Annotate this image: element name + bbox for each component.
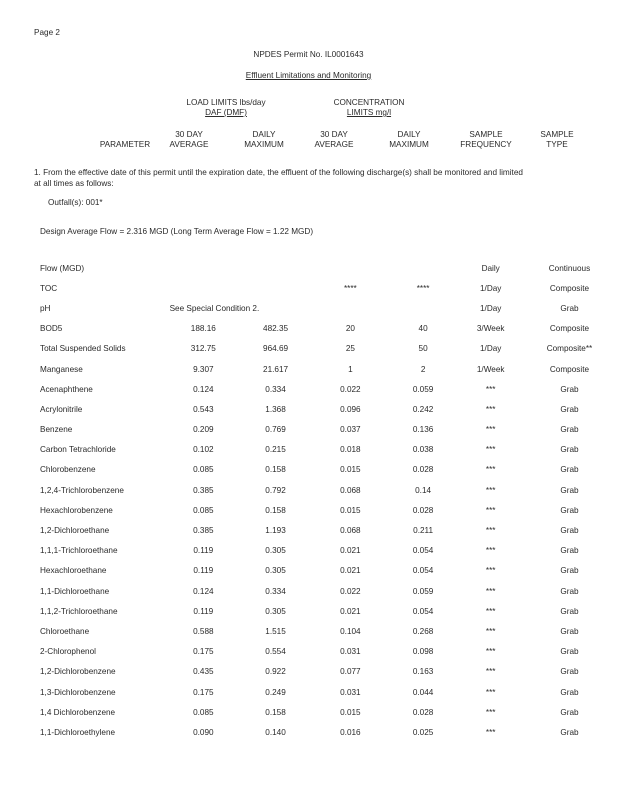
parameter-cell: Acenaphthene (40, 384, 93, 394)
conc-max-cell: 0.028 (412, 465, 434, 475)
load-avg-cell: 0.435 (193, 667, 214, 677)
frequency-cell: *** (485, 707, 496, 717)
sample-type-cell: Grab (560, 404, 579, 414)
sample-type-cell: Grab (560, 566, 579, 576)
conc-avg-cell: 0.021 (340, 606, 361, 616)
frequency-cell: *** (485, 667, 496, 677)
frequency-cell: 1/Week (476, 364, 505, 374)
load-max-cell: 0.140 (265, 727, 286, 737)
table-row (40, 319, 617, 339)
conc-max-cell: 0.028 (412, 505, 434, 515)
load-avg-cell: 0.119 (193, 546, 214, 556)
conc-avg-cell: 0.022 (340, 586, 361, 596)
load-avg-cell: 0.085 (193, 707, 214, 717)
conc-avg-cell: 0.037 (340, 425, 361, 435)
conc-max-cell (387, 298, 460, 318)
load-max-cell: 0.305 (265, 566, 286, 576)
parameter-cell: Flow (MGD) (40, 263, 85, 273)
frequency-cell: *** (485, 586, 496, 596)
load-avg-cell: 0.124 (193, 586, 214, 596)
outfall-label: Outfall(s): 001* (48, 198, 103, 207)
col-parameter: PARAMETER (99, 140, 151, 149)
parameter-cell: 1,1,1-Trichloroethane (40, 546, 118, 556)
conc-max-cell: 2 (420, 364, 426, 374)
sample-type-cell: Grab (560, 303, 579, 313)
frequency-cell: 1/Day (479, 303, 502, 313)
concentration-sublabel: LIMITS mg/l (346, 108, 392, 117)
conc-avg-cell: 0.018 (340, 445, 361, 455)
col-conc-avg-line2: AVERAGE (314, 140, 354, 149)
design-flow: Design Average Flow = 2.316 MGD (Long Term Average Flow = 1.22 MGD) (40, 227, 314, 236)
col-frequency-line2: FREQUENCY (460, 140, 512, 149)
load-avg-cell (170, 278, 238, 298)
sample-type-cell: Composite (549, 364, 590, 374)
load-avg-cell: 188.16 (190, 324, 216, 334)
parameter-cell: Acrylonitrile (40, 404, 83, 414)
table-row (40, 399, 617, 419)
sample-type-cell: Grab (560, 707, 579, 717)
col-load-max (224, 130, 304, 150)
effluent-table-body (40, 258, 617, 743)
load-max-cell: 0.305 (265, 606, 286, 616)
load-avg-cell: 0.588 (193, 626, 214, 636)
conc-avg-cell: 0.015 (340, 707, 361, 717)
frequency-cell: *** (485, 546, 496, 556)
conc-avg-cell: 0.022 (340, 384, 361, 394)
sample-type-cell: Grab (560, 647, 579, 657)
table-row (40, 662, 617, 682)
conc-max-cell: 40 (418, 324, 428, 334)
table-row (40, 642, 617, 662)
table-row (40, 621, 617, 641)
load-avg-cell (170, 258, 238, 278)
col-load-avg-line2: AVERAGE (169, 140, 209, 149)
table-row (40, 682, 617, 702)
conc-max-cell: 0.028 (412, 707, 434, 717)
conc-max-cell: 0.242 (412, 404, 434, 414)
parameter-cell: pH (40, 303, 51, 313)
table-row (40, 480, 617, 500)
frequency-cell: 1/Day (479, 344, 502, 354)
table-row (40, 258, 617, 278)
load-avg-cell: 0.385 (193, 485, 214, 495)
parameter-cell: 1,2,4-Trichlorobenzene (40, 485, 124, 495)
conc-max-cell: 0.14 (415, 485, 432, 495)
frequency-cell: *** (485, 465, 496, 475)
concentration-label: CONCENTRATION (333, 98, 405, 107)
load-avg-cell: 9.307 (193, 364, 214, 374)
table-row (40, 722, 617, 742)
conc-max-cell: 0.054 (412, 566, 434, 576)
load-max-cell: 1.515 (265, 626, 286, 636)
load-max-cell: 0.158 (265, 465, 286, 475)
sample-type-cell: Grab (560, 546, 579, 556)
sample-type-cell: Grab (560, 667, 579, 677)
frequency-cell: *** (485, 404, 496, 414)
parameter-cell: Carbon Tetrachloride (40, 445, 116, 455)
conc-max-cell: 0.038 (412, 445, 434, 455)
frequency-cell: *** (485, 606, 496, 616)
load-limits-header (166, 98, 286, 118)
parameter-cell: 1,3-Dichlorobenzene (40, 687, 116, 697)
table-row (40, 298, 617, 318)
conc-avg-cell: 0.015 (340, 505, 361, 515)
load-avg-cell: 0.175 (193, 647, 214, 657)
col-conc-max-line1: DAILY (397, 130, 421, 139)
effluent-table (40, 258, 617, 743)
conc-avg-cell: 0.031 (340, 647, 361, 657)
table-row (40, 379, 617, 399)
col-load-avg (154, 130, 224, 150)
conc-avg-cell: 0.068 (340, 526, 361, 536)
conc-max-cell: 0.211 (413, 526, 434, 536)
conc-max-cell: 0.044 (412, 687, 434, 697)
conc-max-cell: 0.268 (412, 626, 434, 636)
frequency-cell: 3/Week (476, 324, 505, 334)
col-conc-avg-line1: 30 DAY (320, 130, 348, 139)
load-avg-cell: 0.543 (193, 404, 214, 414)
load-max-cell: 0.769 (265, 425, 286, 435)
conc-avg-cell: 25 (345, 344, 355, 354)
parameter-cell: 1,2-Dichloroethane (40, 526, 110, 536)
load-max-cell (237, 278, 314, 298)
frequency-cell: *** (485, 505, 496, 515)
conc-avg-cell (314, 258, 387, 278)
permit-title: NPDES Permit No. IL0001643 (253, 50, 364, 59)
col-load-max-line1: DAILY (252, 130, 276, 139)
load-avg-cell: 0.085 (193, 465, 214, 475)
conc-max-cell: 0.136 (412, 425, 434, 435)
col-type-line1: SAMPLE (540, 130, 574, 139)
parameter-cell: 2-Chlorophenol (40, 647, 96, 657)
sample-type-cell: Grab (560, 606, 579, 616)
conc-max-cell: 0.163 (412, 667, 434, 677)
load-max-cell: 0.334 (265, 586, 286, 596)
parameter-cell: Hexachlorobenzene (40, 505, 113, 515)
frequency-cell: *** (485, 526, 496, 536)
sample-type-cell: Grab (560, 465, 579, 475)
conc-avg-cell (314, 298, 387, 318)
load-avg-cell: 0.119 (193, 606, 214, 616)
table-row (40, 278, 617, 298)
sample-type-cell: Grab (560, 526, 579, 536)
parameter-cell: TOC (40, 283, 58, 293)
load-avg-cell: 0.385 (193, 526, 214, 536)
conc-max-cell: 0.059 (412, 384, 434, 394)
conc-avg-cell: 0.021 (340, 566, 361, 576)
parameter-cell: 1,4 Dichlorobenzene (40, 707, 116, 717)
load-max-cell: 0.554 (265, 647, 286, 657)
conc-avg-cell: 0.104 (340, 626, 361, 636)
sample-type-cell: Grab (560, 687, 579, 697)
parameter-cell: 1,1-Dichloroethylene (40, 727, 116, 737)
load-avg-cell: 0.119 (193, 566, 214, 576)
conc-avg-cell: 0.015 (340, 465, 361, 475)
parameter-cell: Chloroethane (40, 626, 90, 636)
frequency-cell: *** (485, 425, 496, 435)
sample-type-cell: Grab (560, 384, 579, 394)
frequency-cell: *** (485, 485, 496, 495)
table-row (40, 541, 617, 561)
conc-max-cell: 50 (418, 344, 428, 354)
parameter-cell: 1,1,2-Trichloroethane (40, 606, 118, 616)
conc-avg-cell: **** (344, 283, 357, 293)
table-row (40, 520, 617, 540)
frequency-cell: *** (485, 727, 496, 737)
col-load-avg-line1: 30 DAY (175, 130, 203, 139)
sample-type-cell: Grab (560, 626, 579, 636)
conc-avg-cell: 0.031 (340, 687, 361, 697)
paragraph-line2: at all times as follows: (34, 179, 114, 188)
conc-avg-cell: 20 (345, 324, 355, 334)
sample-type-cell: Grab (560, 425, 579, 435)
parameter-cell: Benzene (40, 425, 73, 435)
conc-avg-cell: 0.068 (340, 485, 361, 495)
load-avg-cell: 0.124 (193, 384, 214, 394)
parameter-cell: 1,1-Dichloroethane (40, 586, 110, 596)
load-avg-cell: 0.085 (193, 505, 214, 515)
conc-max-cell: 0.025 (412, 727, 434, 737)
col-type (522, 130, 592, 150)
load-max-cell: 1.193 (265, 526, 286, 536)
load-max-cell: 0.334 (265, 384, 286, 394)
load-max-cell: 0.922 (265, 667, 286, 677)
col-frequency-line1: SAMPLE (469, 130, 503, 139)
sample-type-cell: Composite** (546, 344, 593, 354)
table-row (40, 420, 617, 440)
load-avg-cell: 0.102 (193, 445, 214, 455)
table-row (40, 702, 617, 722)
conc-avg-cell: 1 (348, 364, 353, 374)
load-max-cell: 0.792 (265, 485, 286, 495)
load-avg-cell: 0.090 (193, 727, 214, 737)
table-row (40, 561, 617, 581)
frequency-cell: *** (485, 687, 496, 697)
frequency-cell: 1/Day (479, 283, 502, 293)
load-max-cell: 0.305 (265, 546, 286, 556)
conc-max-cell (387, 258, 460, 278)
sample-type-cell: Grab (560, 485, 579, 495)
col-type-line2: TYPE (546, 140, 568, 149)
conc-avg-cell: 0.077 (340, 667, 361, 677)
parameter-cell: Total Suspended Solids (40, 344, 126, 354)
sample-type-cell: Continuous (548, 263, 591, 273)
conc-avg-cell: 0.016 (340, 727, 361, 737)
load-avg-cell: 0.175 (193, 687, 214, 697)
load-max-cell: 0.215 (265, 445, 286, 455)
parameter-cell: 1,2-Dichlorobenzene (40, 667, 116, 677)
col-frequency (448, 130, 524, 150)
sample-type-cell: Grab (560, 445, 579, 455)
load-max-cell: 21.617 (263, 364, 289, 374)
col-conc-max (374, 130, 444, 150)
frequency-cell: *** (485, 626, 496, 636)
sample-type-cell: Grab (560, 727, 579, 737)
sample-type-cell: Composite (549, 324, 590, 334)
col-conc-max-line2: MAXIMUM (389, 140, 429, 149)
load-avg-cell: 312.75 (190, 344, 216, 354)
conc-max-cell: 0.098 (412, 647, 434, 657)
conc-max-cell: **** (416, 283, 430, 293)
frequency-cell: *** (485, 566, 496, 576)
table-row (40, 440, 617, 460)
section-title: Effluent Limitations and Monitoring (245, 71, 372, 80)
parameter-cell: BOD5 (40, 324, 63, 334)
load-max-cell: 0.158 (265, 505, 286, 515)
frequency-cell: *** (485, 647, 496, 657)
load-max-cell: 482.35 (263, 324, 289, 334)
load-max-cell: 0.158 (265, 707, 286, 717)
col-conc-avg (304, 130, 364, 150)
table-row (40, 339, 617, 359)
load-avg-cell: 0.209 (193, 425, 214, 435)
col-load-max-line2: MAXIMUM (244, 140, 284, 149)
conc-max-cell: 0.054 (412, 606, 434, 616)
conc-max-cell: 0.054 (412, 546, 434, 556)
frequency-cell: *** (485, 384, 496, 394)
conc-avg-cell: 0.096 (340, 404, 361, 414)
conc-avg-cell: 0.021 (340, 546, 361, 556)
sample-type-cell: Grab (560, 505, 579, 515)
parameter-cell: Hexachloroethane (40, 566, 107, 576)
note-cell: See Special Condition 2. (169, 303, 260, 313)
frequency-cell: Daily (481, 263, 500, 273)
load-limits-label: LOAD LIMITS lbs/day (186, 98, 266, 107)
frequency-cell: *** (485, 445, 496, 455)
paragraph-line1: 1. From the effective date of this permit until the expiration date, the effluent of the following discharge(s) shall be monitored and limited (34, 168, 523, 177)
table-row (40, 500, 617, 520)
table-row (40, 460, 617, 480)
sample-type-cell: Composite (549, 283, 590, 293)
table-row (40, 359, 617, 379)
parameter-cell: Chlorobenzene (40, 465, 96, 475)
concentration-header (309, 98, 429, 118)
load-max-cell: 964.69 (263, 344, 289, 354)
load-max-cell (237, 258, 314, 278)
page-label: Page 2 (34, 28, 60, 37)
conc-max-cell: 0.059 (412, 586, 434, 596)
load-limits-sublabel: DAF (DMF) (205, 108, 247, 117)
load-max-cell: 1.368 (265, 404, 286, 414)
sample-type-cell: Grab (560, 586, 579, 596)
load-max-cell: 0.249 (265, 687, 286, 697)
parameter-cell: Manganese (40, 364, 83, 374)
table-row (40, 581, 617, 601)
table-row (40, 601, 617, 621)
